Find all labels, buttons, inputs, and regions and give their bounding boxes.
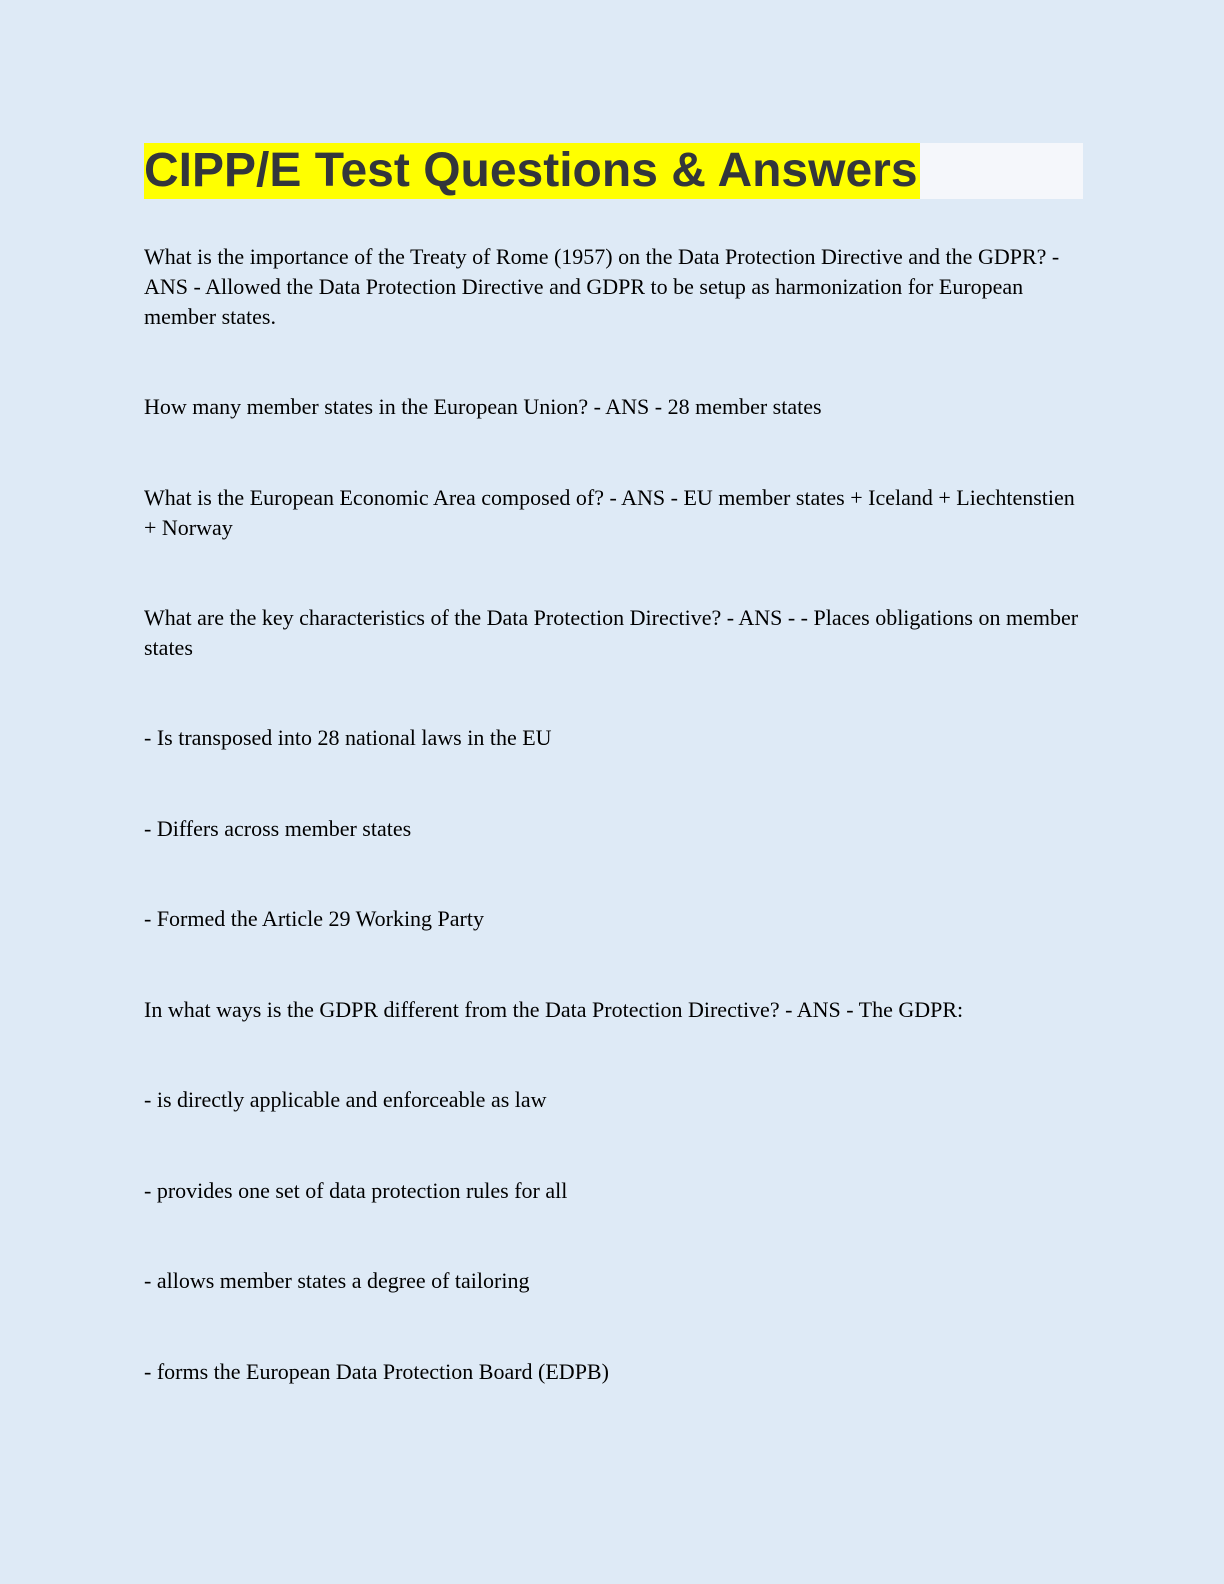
document-title: CIPP/E Test Questions & Answers [144,144,918,197]
list-item-article-29: - Formed the Article 29 Working Party [144,906,484,931]
list-item-differs: - Differs across member states [144,816,412,841]
qa-paragraph-gdpr-differences: In what ways is the GDPR different from the Data Protection Directive? - ANS - The GDPR: [144,997,964,1022]
qa-paragraph-treaty-of-rome: What is the importance of the Treaty of Rome (1957) on the Data Protection Directive and the GDPR? - ANS - Allowed the Data Protection Directive and GDPR to be setup as harmonization for European member states. [144,244,1060,329]
list-item-edpb: - forms the European Data Protection Board (EDPB) [144,1359,609,1384]
qa-paragraph-member-states: How many member states in the European Union? - ANS - 28 member states [144,394,822,419]
qa-paragraph-eea: What is the European Economic Area composed of? - ANS - EU member states + Iceland + Liechtenstien + Norway [144,485,1075,540]
list-item-transposed: - Is transposed into 28 national laws in the EU [144,725,552,750]
qa-paragraph-directive-characteristics: What are the key characteristics of the Data Protection Directive? - ANS - - Places obligations on member states [144,605,1079,660]
list-item-directly-applicable: - is directly applicable and enforceable as law [144,1087,547,1112]
list-item-tailoring: - allows member states a degree of tailoring [144,1268,530,1293]
list-item-one-set-of-rules: - provides one set of data protection rules for all [144,1178,568,1203]
